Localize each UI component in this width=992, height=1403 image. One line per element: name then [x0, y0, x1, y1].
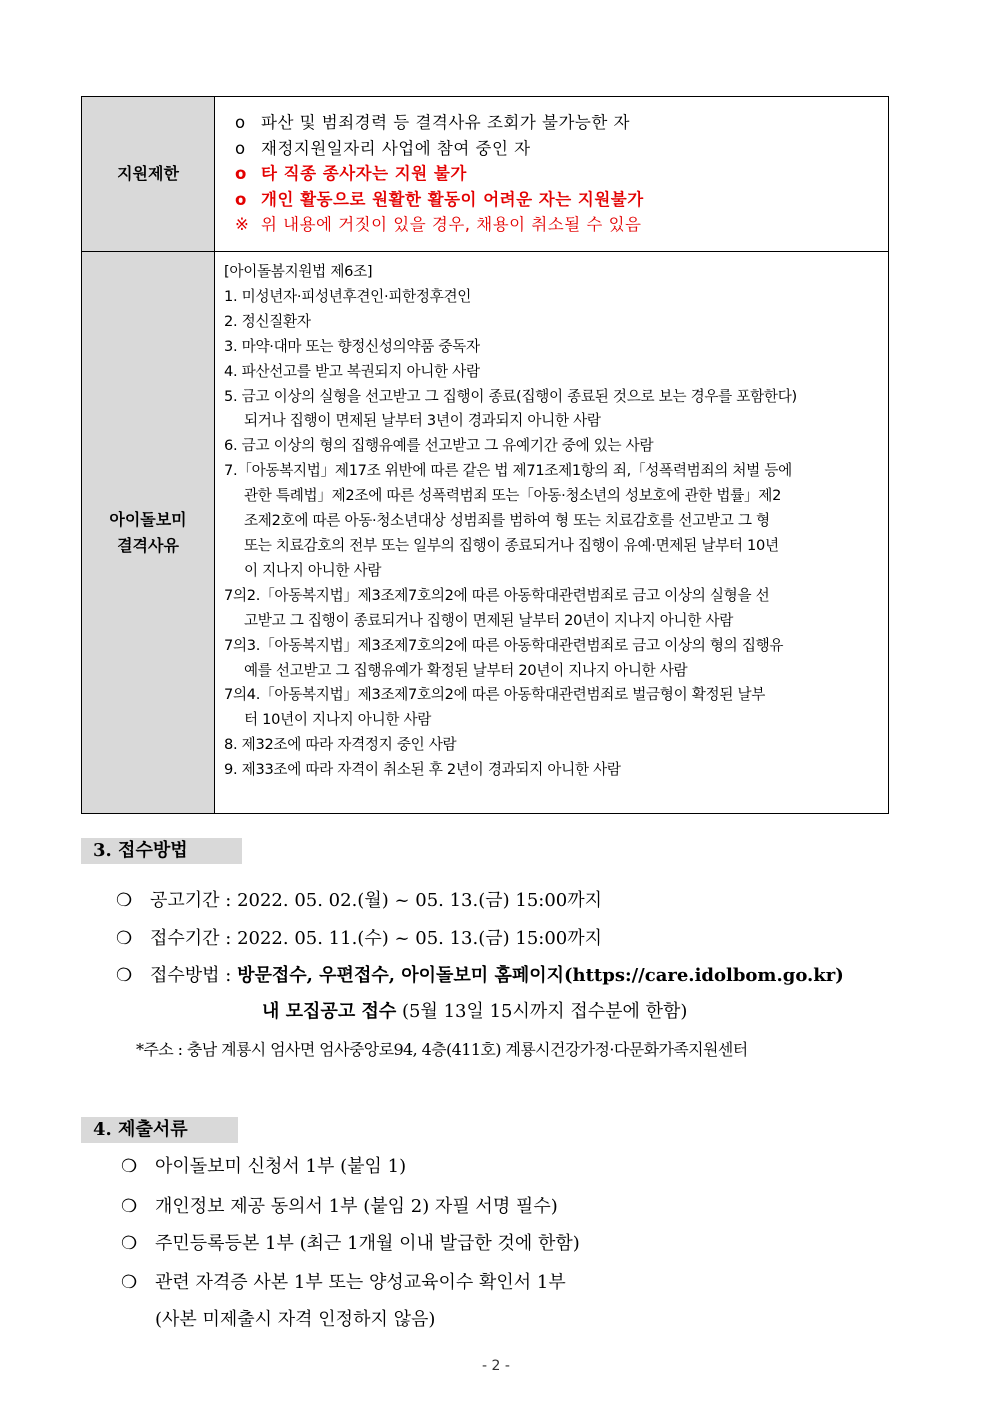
posting-period: ❍ 공고기간 : 2022. 05. 02.(월) ~ 05. 13.(금) 15:00까지: [116, 886, 602, 916]
list-item: 7의2.「아동복지법」제3조제7호의2에 따른 아동학대관련범죄로 금고 이상의 실형을 선: [224, 586, 770, 604]
list-item: 9. 제33조에 따라 자격이 취소된 후 2년이 경과되지 아니한 사람: [224, 761, 621, 779]
list-item: 8. 제32조에 따라 자격정지 중인 사람: [224, 736, 457, 754]
list-item-cont: 조제2호에 따른 아동·청소년대상 성범죄를 범하여 형 또는 치료감호를 선고받고 그 형: [244, 512, 770, 530]
list-item-cont: 또는 치료감호의 전부 또는 일부의 집행이 종료되거나 집행이 유예·면제된 날부터 10년: [244, 536, 779, 554]
document-item: ❍ 개인정보 제공 동의서 1부 (붙임 2) 자필 서명 필수): [121, 1192, 558, 1222]
circle-bullet-icon: ❍: [121, 1272, 138, 1293]
header-restriction: 지원제한: [82, 97, 215, 252]
restriction-cell: [215, 97, 889, 252]
list-item: 7의3.「아동복지법」제3조제7호의2에 따른 아동학대관련범죄로 금고 이상의 형의 집행유: [224, 636, 784, 654]
list-item: 5. 금고 이상의 실형을 선고받고 그 집행이 종료(집행이 종료된 것으로 보는 경우를 포함한다): [224, 387, 797, 405]
page-number: - 2 -: [482, 1358, 510, 1374]
restriction-line-1: o 파산 및 범죄경력 등 결격사유 조회가 불가능한 자: [235, 113, 630, 133]
list-item: 7의4.「아동복지법」제3조제7호의2에 따른 아동학대관련범죄로 벌금형이 확정된 날부: [224, 686, 766, 704]
circle-bullet-icon: ❍: [116, 890, 133, 911]
reception-method-cont: 내 모집공고 접수 (5월 13일 15시까지 접수분에 한함): [262, 1001, 688, 1022]
circle-bullet-icon: ❍: [116, 928, 133, 949]
list-item-cont: 되거나 집행이 면제된 날부터 3년이 경과되지 아니한 사람: [244, 412, 601, 430]
list-item: 1. 미성년자·피성년후견인·피한정후견인: [224, 287, 472, 305]
address: *주소 : 충남 계룡시 엄사면 엄사중앙로94, 4층(411호) 계룡시건강가정·다문화가족지원센터: [136, 1040, 748, 1059]
circle-bullet-icon: ❍: [121, 1196, 138, 1217]
list-item: 3. 마약·대마 또는 향정신성의약품 중독자: [224, 337, 480, 355]
list-item: 2. 정신질환자: [224, 312, 311, 330]
list-item: 6. 금고 이상의 형의 집행유예를 선고받고 그 유예기간 중에 있는 사람: [224, 437, 654, 455]
document-item: ❍ 주민등록등본 1부 (최근 1개월 이내 발급한 것에 한함): [121, 1229, 580, 1259]
circle-bullet-icon: ❍: [121, 1156, 138, 1177]
section4-title: 4. 제출서류: [81, 1117, 238, 1143]
list-item-cont: 터 10년이 지나지 아니한 사람: [244, 711, 432, 729]
list-item: 7.「아동복지법」제17조 위반에 따른 같은 법 제71조제1항의 죄,「성폭력범죄의 처벌 등에: [224, 462, 792, 480]
document-item: ❍ 관련 자격증 사본 1부 또는 양성교육이수 확인서 1부: [121, 1268, 566, 1298]
document-note: (사본 미제출시 자격 인정하지 않음): [155, 1309, 436, 1330]
list-item: 4. 파산선고를 받고 복권되지 아니한 사람: [224, 362, 480, 380]
circle-bullet-icon: ❍: [121, 1233, 138, 1254]
list-item-cont: 관한 특례법」제2조에 따른 성폭력범죄 또는「아동·청소년의 성보호에 관한 법률」제2: [244, 487, 782, 505]
requirements-table: [81, 96, 889, 814]
section3-title: 3. 접수방법: [81, 838, 242, 864]
list-item-cont: 이 지나지 아니한 사람: [244, 561, 382, 579]
header-disqualification: 아이돌보미 결격사유: [82, 252, 215, 814]
reception-method: ❍ 접수방법 : 방문접수, 우편접수, 아이돌보미 홈페이지(https://care.idolbom.go.kr): [116, 961, 844, 991]
restriction-line-2: o 재정지원일자리 사업에 참여 중인 자: [235, 138, 531, 158]
document-item: ❍ 아이돌보미 신청서 1부 (붙임 1): [121, 1152, 406, 1182]
restriction-warning: ※ 위 내용에 거짓이 있을 경우, 채용이 취소될 수 있음: [235, 215, 642, 235]
restriction-line-4: o 개인 활동으로 원활한 활동이 어려운 자는 지원불가: [235, 189, 644, 209]
reception-period: ❍ 접수기간 : 2022. 05. 11.(수) ~ 05. 13.(금) 15:00까지: [116, 924, 602, 954]
circle-bullet-icon: ❍: [116, 965, 133, 986]
list-item-cont: 고받고 그 집행이 종료되거나 집행이 면제된 날부터 20년이 지나지 아니한 사람: [244, 611, 734, 629]
law-title: [아이돌봄지원법 제6조]: [224, 263, 373, 280]
list-item-cont: 예를 선고받고 그 집행유예가 확정된 날부터 20년이 지나지 아니한 사람: [244, 661, 688, 679]
restriction-line-3: o 타 직종 종사자는 지원 불가: [235, 164, 467, 184]
disqualification-cell: [215, 252, 889, 814]
